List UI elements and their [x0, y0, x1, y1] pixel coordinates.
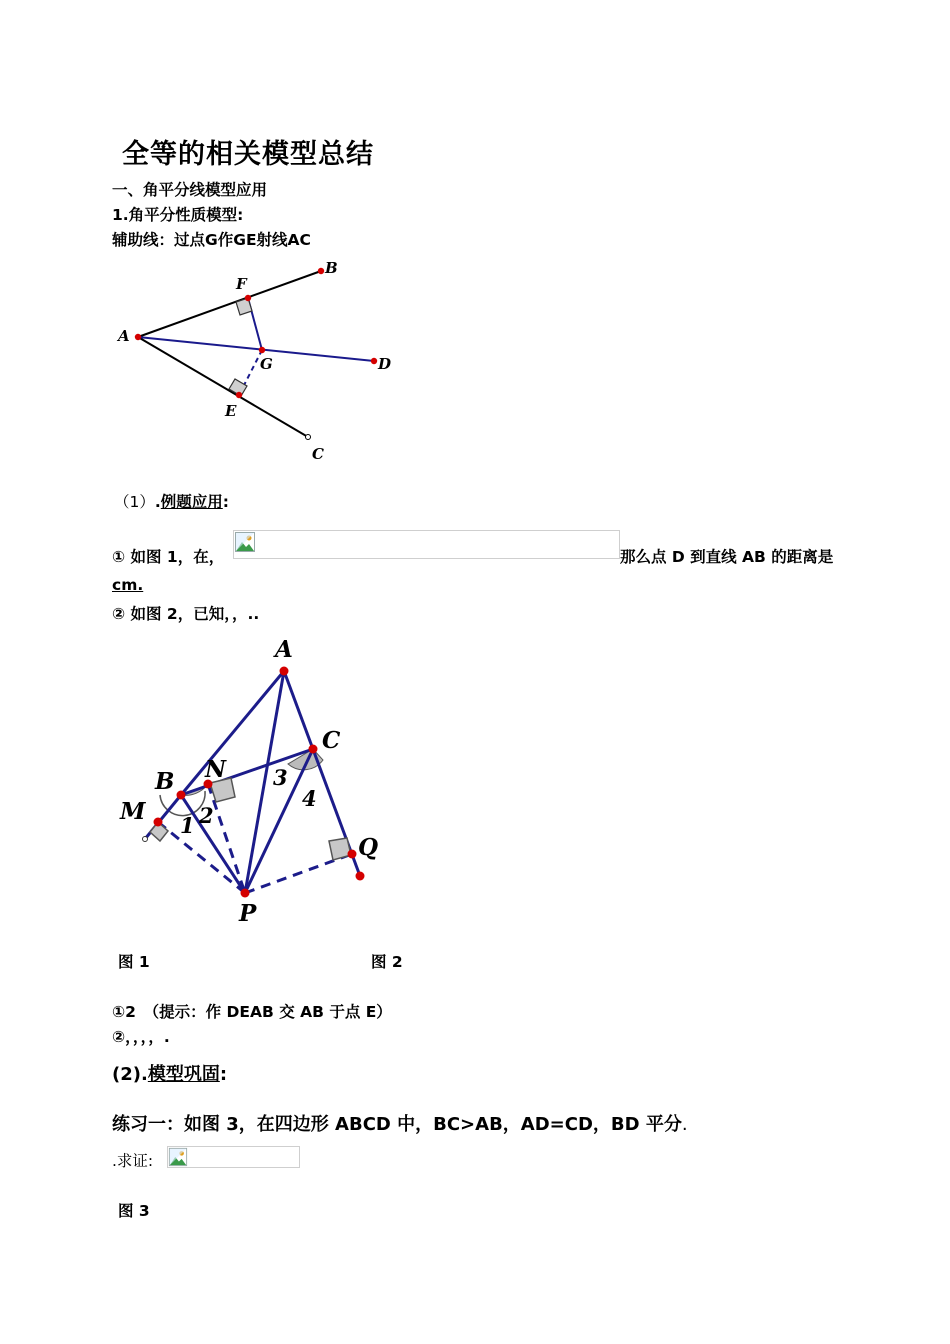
label-g: G	[260, 355, 273, 373]
label-c: C	[322, 727, 341, 754]
ray-ab	[138, 271, 321, 337]
label-f: F	[236, 275, 247, 293]
subsection-heading: 1.角平分性质模型:	[112, 206, 244, 224]
label-p: P	[239, 900, 257, 927]
figure-2-caption: 图 2	[371, 953, 403, 971]
point-q-end	[356, 872, 365, 881]
exercise-1: 练习一：如图 3，在四边形 ABCD 中，BC>AB，AD=CD，BD 平分.	[112, 1114, 688, 1135]
question-2: ② 如图 2，已知，，..	[112, 605, 260, 623]
label-angle-3: 3	[273, 765, 288, 790]
example-heading: （1）.例题应用:	[114, 493, 229, 511]
model-heading: (2).模型巩固:	[112, 1064, 228, 1085]
label-m: M	[120, 798, 146, 825]
point-a	[135, 334, 141, 340]
question-1-unit: cm.	[112, 576, 144, 594]
label-n: N	[205, 756, 227, 783]
label-b: B	[325, 259, 338, 277]
point-a	[280, 667, 289, 676]
figure-1-diagram	[110, 255, 410, 470]
broken-image-placeholder	[233, 530, 620, 559]
label-b: B	[155, 768, 175, 795]
broken-image-icon	[234, 531, 256, 553]
label-q: Q	[358, 834, 379, 861]
point-e	[236, 392, 242, 398]
label-a: A	[118, 327, 130, 345]
point-p	[241, 889, 250, 898]
label-c: C	[312, 445, 324, 463]
point-b	[177, 791, 186, 800]
point-c	[309, 745, 318, 754]
label-e: E	[225, 402, 237, 420]
page-title: 全等的相关模型总结	[122, 139, 374, 170]
label-angle-4: 4	[302, 786, 317, 811]
point-b	[318, 268, 324, 274]
figure-3-caption: 图 3	[118, 1202, 150, 1220]
prove-label: .求证:	[112, 1152, 154, 1170]
figure-1-caption: 图 1	[118, 953, 150, 971]
point-c	[306, 435, 311, 440]
label-angle-2: 2	[199, 803, 214, 828]
point-d	[371, 358, 377, 364]
answer-1: ①2 （提示：作 DEAB 交 AB 于点 E）	[112, 1003, 392, 1021]
point-m-end	[143, 837, 148, 842]
label-a: A	[275, 636, 293, 663]
figure-2-diagram	[115, 633, 395, 933]
point-q	[348, 850, 357, 859]
auxiliary-line-text: 辅助线：过点G作GE射线AC	[112, 231, 311, 249]
answer-2: ②，，，，.	[112, 1028, 170, 1046]
label-d: D	[378, 355, 392, 373]
section-heading: 一、角平分线模型应用	[112, 181, 268, 199]
label-angle-1: 1	[180, 813, 195, 838]
point-g	[259, 347, 265, 353]
broken-image-icon	[168, 1147, 188, 1167]
point-f	[245, 295, 251, 301]
question-1-suffix: 那么点 D 到直线 AB 的距离是	[620, 548, 834, 566]
broken-image-placeholder	[167, 1146, 300, 1168]
question-1-prefix: ① 如图 1，在，	[112, 548, 225, 566]
point-m	[154, 818, 163, 827]
